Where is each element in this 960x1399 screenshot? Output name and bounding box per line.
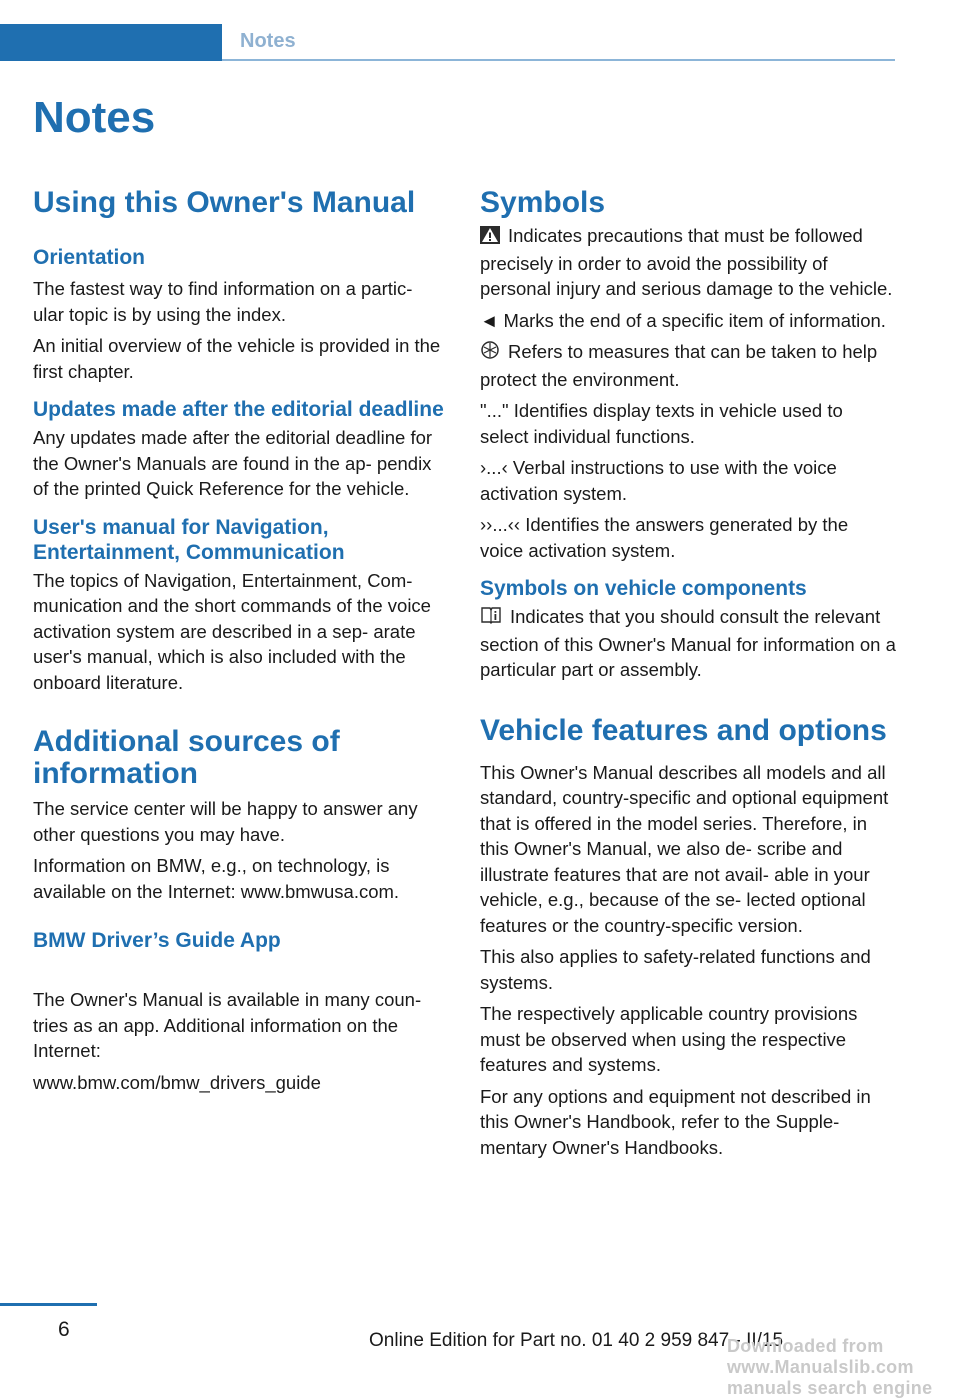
left-column [33,183,448,1095]
book-symbol-text: Indicates that you should consult the relevant section of this Owner's Manual for information on a particular part or assembly. [480,606,896,680]
updates-heading: Updates made after the editorial deadline [33,398,444,421]
warning-triangle-icon [480,225,500,251]
components-heading: Symbols on vehicle components [480,577,807,600]
users-manual-paragraph: The topics of Navigation, Entertainment, Com‐ munication and the short commands of the voice activation system are described in a sep‐ arate user's manual, which is also included with the onboard literature. [33,569,431,693]
features-heading: Vehicle features and options [480,713,887,747]
header-section-label: Notes [240,30,296,52]
orientation-paragraph-2: An initial overview of the vehicle is provided in the first chapter. [33,335,441,382]
environment-symbol-row [480,339,896,392]
app-paragraph-1: The Owner's Manual is available in many coun‐ tries as an app. Additional information on the Internet: [33,989,422,1061]
book-symbol-row [480,604,896,683]
environment-icon [480,340,500,367]
additional-paragraph-2: Information on BMW, e.g., on technology, is available on the Internet: www.bmwusa.com. [33,855,400,902]
app-paragraph-2: www.bmw.com/bmw_drivers_guide [33,1071,321,1093]
footer-rule [0,1303,97,1306]
features-paragraph-1: This Owner's Manual describes all models and all standard, country-specific and optional equipment that is offered in the model series. Therefore, in this Owner's Manual, we also de‐ scribe and illustrate features that are not avail‐ able in your vehicle, e.g., because of the se‐ lected optional features or the country-specific version. [480,761,889,936]
edition-label: Online Edition for Part no. 01 40 2 959 847 - II/15 [369,1330,784,1351]
features-paragraph-2: This also applies to safety-related functions and systems. [480,946,871,993]
orientation-heading: Orientation [33,246,146,269]
users-manual-heading: User's manual for Navigation, Entertainment, Communication [33,515,345,564]
voice-answers-convention: ››...‹‹ Identifies the answers generated by the voice activation system. [480,514,849,561]
book-icon [480,605,502,632]
additional-sources-heading: Additional sources of information [33,725,340,790]
right-column [480,183,896,1160]
verbal-instructions-convention: ›...‹ Verbal instructions to use with the voice activation system. [480,457,837,504]
display-text-convention: "..." Identifies display texts in vehicle used to select individual functions. [480,400,843,447]
header-accent-bar [0,24,222,61]
end-marker-text: ◄ Marks the end of a specific item of information. [480,309,886,331]
environment-symbol-text: Refers to measures that can be taken to help protect the environment. [480,341,878,390]
manual-heading: Using this Owner's Manual [33,186,416,219]
app-heading: BMW Driver’s Guide App [33,929,281,952]
page-title: Notes [33,93,156,142]
header-rule [222,59,895,61]
features-paragraph-4: For any options and equipment not described in this Owner's Handbook, refer to the Supple‐ mentary Owner's Handbooks. [480,1085,871,1158]
additional-paragraph-1: The service center will be happy to answer any other questions you may have. [33,798,418,845]
warning-symbol-row [480,223,896,302]
page-number: 6 [58,1318,70,1341]
warning-symbol-text: Indicates precautions that must be followed precisely in order to avoid the possibility of personal injury and serious damage to the vehicle. [480,225,893,299]
features-paragraph-3: The respectively applicable country provisions must be observed when using the respective features and systems. [480,1003,858,1075]
updates-paragraph: Any updates made after the editorial deadline for the Owner's Manuals are found in the ap‐ pendix of the printed Quick Reference for the vehicle. [33,427,433,499]
site-watermark: Downloaded from www.Manualslib.com manuals search engine [727,1336,933,1398]
symbols-heading: Symbols [480,186,606,219]
orientation-paragraph-1: The fastest way to find information on a partic‐ ular topic is by using the index. [33,278,413,325]
